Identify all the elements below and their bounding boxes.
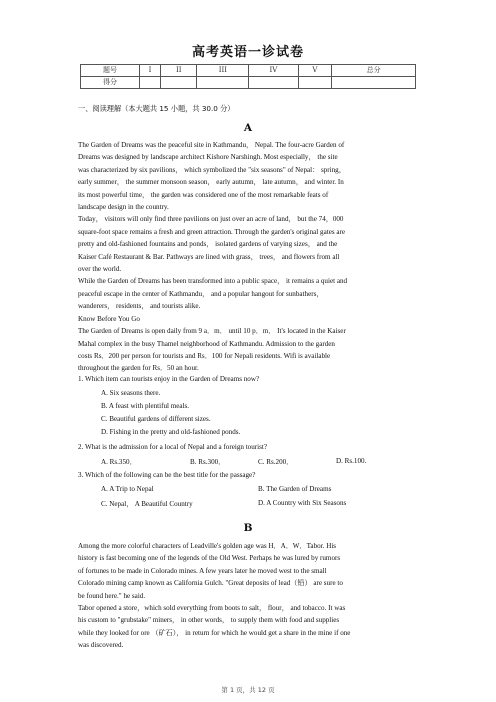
question-2-option-d[interactable]: D. Rs.100. (336, 457, 367, 465)
passage-line: peaceful escape in the center of Kathmandu， and a popular hangout for sunbathers， (78, 289, 324, 298)
passage-line: square-foot space remains a fresh and green attraction. Through the garden's original gates are (78, 227, 346, 236)
passage-line: Kaiser Café Restaurant & Bar. Pathways are lined with grass， trees， and flowers from all (78, 252, 340, 261)
question-1-option-b[interactable]: B. A feast with plentiful meals. (101, 402, 190, 410)
question-3-option-a[interactable]: A. A Trip to Nepal (101, 485, 154, 493)
passage-line: over the world. (78, 265, 122, 274)
passage-line: landscape design in the country. (78, 203, 169, 212)
question-3-option-c[interactable]: C. Nepal， A Beautiful Country (101, 500, 193, 508)
question-1-option-a[interactable]: A. Six seasons there. (101, 389, 161, 397)
passage-line: Dreams was designed by landscape architect Kishore Narshingh. Most especially， the site (78, 153, 338, 162)
question-2-option-c[interactable]: C. Rs.200． (258, 458, 294, 466)
question-3-stem: 3. Which of the following can be the best title for the passage? (78, 471, 256, 479)
question-1-option-c[interactable]: C. Beautiful gardens of different sizes. (101, 415, 211, 423)
passage-line: was discovered. (78, 641, 124, 650)
passage-line: his custom to "grubstake" miners， in other words， to supply them with food and supplies (78, 616, 340, 625)
table-cell (161, 77, 197, 89)
passage-line: history is fast becoming one of the legends of the Old West. Perhaps he was lured by rumors (78, 554, 341, 563)
table-cell: I (140, 65, 161, 77)
table-cell (197, 77, 249, 89)
question-3-option-d[interactable]: D. A Country with Six Seasons (258, 499, 347, 507)
table-cell: 题号 (81, 65, 140, 77)
passage-line: was characterized by six pavilions， which symbolized the "six seasons" of Nepal： spring， (78, 165, 346, 174)
score-table-header-row (81, 65, 416, 77)
table-cell: V (298, 65, 332, 77)
passage-line: of fortunes to be made in Colorado mines. A few years later he moved west to the small (78, 566, 327, 575)
passage-line: The Garden of Dreams was the peaceful site in Kathmandu， Nepal. The four-acre Garden of (78, 141, 345, 149)
passage-line: throughout the garden for Rs．50 an hour. (78, 364, 199, 373)
score-table-score-row (81, 77, 416, 89)
passage-line: costs Rs．200 per person for tourists and Rs．100 for Nepali residents. Wifi is available (78, 351, 331, 360)
question-1-stem: 1. Which item can tourists enjoy in the Garden of Dreams now? (78, 375, 260, 383)
page-title: 高考英语一诊试卷 (191, 45, 304, 60)
passage-line: Know Before You Go (78, 314, 140, 323)
page-footer: 第 1 页，共 12 页 (221, 686, 275, 694)
passage-b-body (78, 540, 418, 652)
passage-line: early summer， the summer monsoon season， early autumn， late autumn， and winter. In (78, 178, 344, 187)
table-cell (140, 77, 161, 89)
question-2-stem: 2. What is the admission for a local of Nepal and a foreign tourist? (78, 443, 267, 451)
passage-line: Among the more colorful characters of Leadville's golden age was H．A．W．Tabor. His (78, 542, 337, 550)
passage-line: While the Garden of Dreams has been transformed into a public space， it remains a quiet and (78, 277, 348, 286)
passage-line: Today， visitors will only find three pavilions on just over an acre of land， but the 74，000 (78, 215, 344, 224)
question-2-option-b[interactable]: B. Rs.300． (190, 458, 226, 466)
passage-line: The Garden of Dreams is open daily from 9 a．m． until 10 p．m． It's located in the Kaiser (78, 327, 346, 336)
passage-line: its most powerful time， the garden was considered one of the most remarkable feats of (78, 190, 329, 199)
passage-a-body (78, 139, 418, 375)
table-cell: II (161, 65, 197, 77)
passage-a-label: A (243, 122, 253, 134)
table-cell: 得分 (81, 77, 140, 89)
question-2-option-a[interactable]: A. Rs.350． (101, 458, 137, 466)
passage-line: Mahal complex in the busy Thamel neighborhood of Kathmandu. Admission to the garden (78, 339, 335, 348)
table-cell (332, 77, 416, 89)
table-cell: 总分 (332, 65, 416, 77)
passage-b-label: B (243, 522, 253, 534)
score-table (80, 64, 416, 89)
passage-line: wanderers， residents， and tourists alike. (78, 302, 201, 311)
table-cell: IV (249, 65, 298, 77)
question-3-option-b[interactable]: B. The Garden of Dreams (258, 485, 332, 493)
passage-line: pretty and old-fashioned fountains and ponds， isolated gardens of varying sizes， and the (78, 240, 338, 249)
table-cell (298, 77, 332, 89)
question-1-option-d[interactable]: D. Fishing in the pretty and old-fashioned ponds. (101, 428, 241, 436)
passage-line: while they looked for ore （矿石）， in return for which he would get a share in the mine if one (78, 628, 351, 637)
passage-line: be found here." he said. (78, 591, 146, 600)
table-cell: III (197, 65, 249, 77)
section-heading: 一、阅读理解（本大题共 15 小题，共 30.0 分） (78, 104, 235, 113)
passage-line: Tabor opened a store，which sold everything from boots to salt， flour， and tobacco. It was (78, 604, 346, 613)
table-cell (249, 77, 298, 89)
passage-line: Colorado mining camp known as California Gulch. "Great deposits of lead（铅） are sure to (78, 579, 343, 588)
